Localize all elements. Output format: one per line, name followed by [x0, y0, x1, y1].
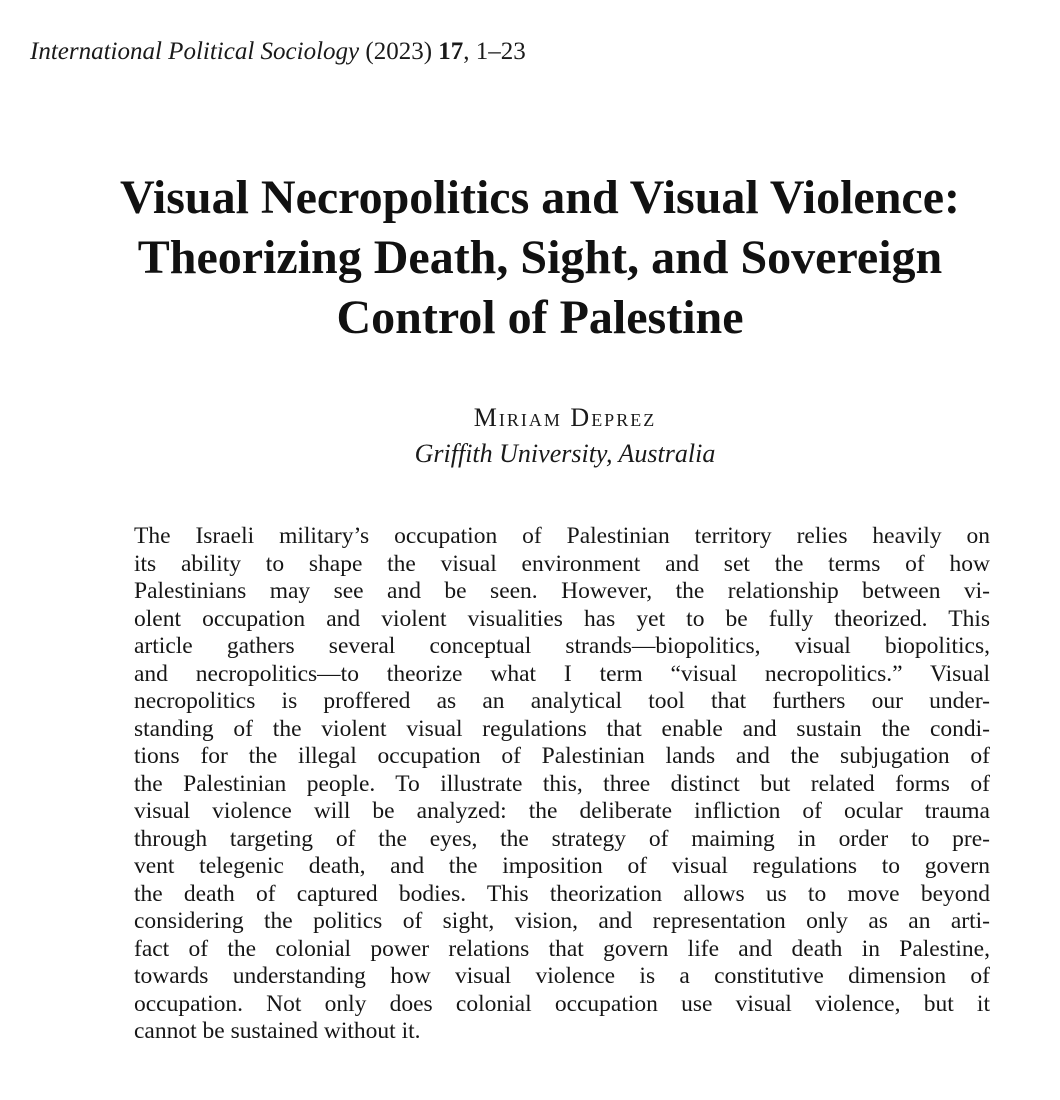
- abstract-line: the Palestinian people. To illustrate this, three distinct but related forms of: [134, 770, 990, 797]
- abstract-line: vent telegenic death, and the imposition of visual regulations to govern: [134, 853, 990, 879]
- author-affiliation: Griffith University, Australia: [414, 439, 716, 468]
- journal-name: International Political Sociology: [30, 38, 360, 65]
- abstract-line: occupation. Not only does colonial occupation use visual violence, but it: [134, 990, 990, 1017]
- abstract-line: towards understanding how visual violence is a constitutive dimension of: [134, 963, 990, 989]
- journal-citation-header: [30, 36, 526, 68]
- article-title: [40, 168, 1040, 348]
- abstract-line: tions for the illegal occupation of Palestinian lands and the subjugation of: [134, 743, 990, 769]
- abstract-line: its ability to shape the visual environment and set the terms of how: [134, 550, 990, 577]
- abstract-line: considering the politics of sight, vision, and representation only as an arti-: [134, 908, 990, 934]
- journal-volume: 17: [438, 38, 464, 65]
- abstract-line: cannot be sustained without it.: [134, 1018, 421, 1044]
- title-line: Theorizing Death, Sight, and Sovereign: [137, 231, 943, 284]
- page-range: , 1–23: [463, 38, 526, 65]
- abstract-line: visual violence will be analyzed: the deliberate infliction of ocular trauma: [134, 798, 990, 824]
- publication-year: (2023): [365, 38, 433, 65]
- abstract-line: article gathers several conceptual strands—biopolitics, visual biopolitics,: [134, 633, 990, 659]
- title-line: Visual Necropolitics and Visual Violence:: [119, 171, 961, 224]
- title-line: Control of Palestine: [336, 291, 744, 344]
- abstract-line: olent occupation and violent visualities has yet to be fully theorized. This: [134, 605, 990, 632]
- abstract-line: fact of the colonial power relations that govern life and death in Palestine,: [134, 935, 990, 962]
- author-name: Miriam Deprez: [473, 403, 657, 432]
- abstract-line: through targeting of the eyes, the strategy of maiming in order to pre-: [134, 825, 990, 852]
- abstract: [134, 523, 990, 1046]
- abstract-line: The Israeli military’s occupation of Palestinian territory relies heavily on: [134, 523, 990, 549]
- abstract-line: and necropolitics—to theorize what I term “visual necropolitics.” Visual: [134, 660, 990, 687]
- abstract-line: standing of the violent visual regulations that enable and sustain the condi-: [134, 715, 990, 742]
- abstract-line: Palestinians may see and be seen. However, the relationship between vi-: [134, 578, 990, 604]
- abstract-line: the death of captured bodies. This theorization allows us to move beyond: [134, 880, 990, 907]
- abstract-line: necropolitics is proffered as an analytical tool that furthers our under-: [134, 688, 990, 714]
